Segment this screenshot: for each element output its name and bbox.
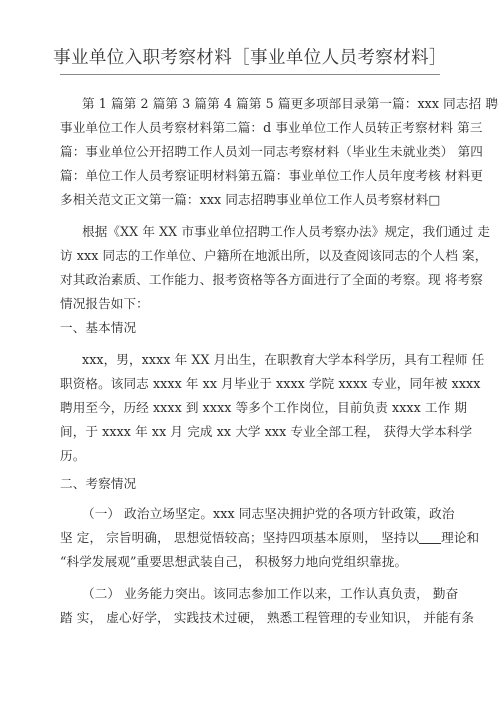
- fill-blank: [419, 531, 441, 544]
- section2-item2-line: （二） 业务能力突出。该同志参加工作以来，工作认真负责， 勤奋: [82, 586, 459, 601]
- intro-line: 访 xxx 同志的工作单位、户籍所在地派出所，以及查阅该同志的个人档 案，: [60, 248, 488, 263]
- document-title: 事业单位入职考察材料［事业单位人员考察材料］: [53, 48, 447, 68]
- intro-line: 根据《XX 年 XX 市事业单位招聘工作人员考察办法》规定，我们通过 走: [82, 224, 491, 239]
- intro-line: 对其政治素质、工作能力、报考资格等各方面进行了全面的考察。现 将考察: [60, 272, 483, 287]
- section2-item1-line-text: 坚 定， 宗旨明确， 思想觉悟较高；坚持四项基本原则， 坚持以: [60, 530, 420, 545]
- section-heading-review: 二、考察情况: [60, 476, 137, 491]
- toc-line: 第 1 篇第 2 篇第 3 篇第 4 篇第 5 篇更多项部目录第一篇：xxx 同志招 聘: [82, 96, 499, 111]
- section1-line: 间，于 xxxx 年 xx 月 完成 xx 大学 xxx 专业全部工程， 获得大学本科学: [60, 424, 473, 439]
- toc-line: 篇：单位工作人员考察证明材料第五篇：事业单位工作人员年度考核 材料更: [60, 168, 483, 183]
- section2-item1-line: “科学发展观”重要思想武装自己， 积极努力地向党组织靠拢。: [60, 554, 408, 569]
- toc-line: 篇：事业单位公开招聘工作人员刘一同志考察材料（毕业生未就业类） 第四: [60, 144, 483, 159]
- section2-item1-line-tail: [419, 530, 479, 546]
- section-heading-basic: 一、基本情况: [60, 320, 137, 335]
- section1-line: xxx，男，xxxx 年 XX 月出生，在职教育大学本科学历，具有工程师 任: [82, 352, 485, 367]
- section2-item1-line-2: [60, 530, 480, 546]
- section1-line: 历。: [60, 448, 86, 463]
- section2-item1-line: （一） 政治立场坚定。xxx 同志坚决拥护党的各项方针政策，政治: [82, 506, 455, 521]
- toc-line: 多相关范文正文第一篇：xxx 同志招聘事业单位工作人员考察材料□: [60, 192, 441, 207]
- toc-line: 事业单位工作人员考察材料第二篇：d 事业单位工作人员转正考察材料 第三: [60, 120, 483, 135]
- title-underline: [60, 74, 440, 75]
- section1-line: 聘用至今，历经 xxxx 到 xxxx 等多个工作岗位，目前负责 xxxx 工作 期: [60, 400, 468, 415]
- intro-line: 情况报告如下：: [60, 296, 149, 311]
- section2-item1-line-tail-text: 理论和: [441, 530, 480, 545]
- section2-item2-line: 踏 实， 虚心好学， 实践技术过硬， 熟悉工程管理的专业知识， 并能有条: [60, 610, 475, 625]
- section1-line: 职资格。该同志 xxxx 年 xx 月毕业于 xxxx 学院 xxxx 专业，同年被 xxxx: [60, 376, 481, 391]
